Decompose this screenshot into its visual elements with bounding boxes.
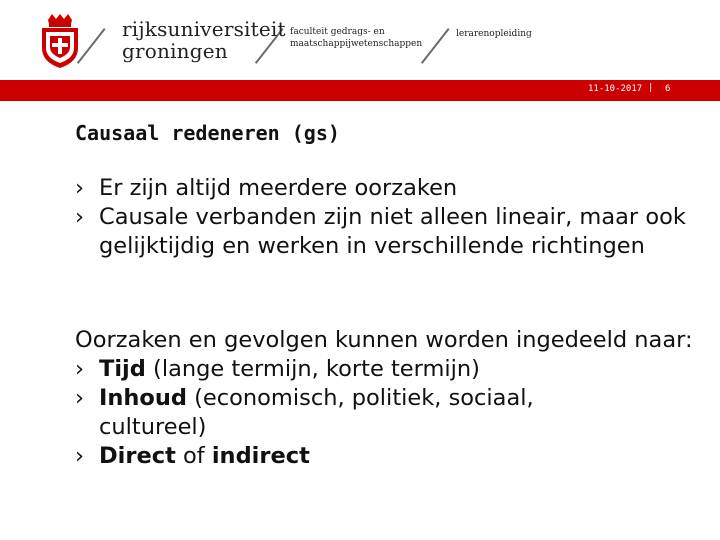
university-name — [122, 18, 286, 62]
bullet-marker: › — [75, 175, 84, 201]
faculty-name-line1: faculteit gedrags- en — [290, 27, 385, 37]
category-item — [75, 384, 599, 442]
faculty-name — [290, 26, 422, 50]
slide-title: Causaal redeneren (gs) — [75, 121, 340, 145]
faculty-name-line2: maatschappijwetenschappen — [290, 39, 423, 49]
date-page-separator: | — [648, 83, 654, 93]
category-description: (lange termijn, korte termijn) — [145, 356, 480, 382]
university-name-line1: rijksuniversiteit — [122, 17, 286, 41]
slide-page-number: 6 — [665, 84, 671, 94]
category-term-2: indirect — [211, 443, 310, 469]
department-name: lerarenopleiding — [456, 29, 532, 39]
category-term: Inhoud — [99, 385, 187, 411]
header-divider-3 — [421, 28, 450, 64]
bullet-marker: › — [75, 385, 84, 411]
slide-date: 11-10-2017 — [588, 84, 643, 94]
category-connector: of — [175, 443, 212, 469]
bullet-item — [75, 174, 695, 203]
category-term: Direct — [99, 443, 176, 469]
header-divider-1 — [77, 28, 106, 64]
university-crest-icon — [40, 14, 80, 68]
bullet-item — [75, 203, 695, 261]
category-term: Tijd — [99, 356, 146, 382]
category-description: (economisch, politiek, sociaal, cultureel) — [99, 385, 534, 440]
classification-block — [75, 326, 700, 471]
bullet-list-1 — [75, 174, 695, 261]
bullet-marker: › — [75, 356, 84, 382]
category-item — [75, 442, 700, 471]
bullet-text: Causale verbanden zijn niet alleen lineair, maar ook gelijktijdig en werken in verschillende richtingen — [99, 204, 686, 259]
slide-header — [0, 0, 720, 80]
bullet-marker: › — [75, 204, 84, 230]
classification-intro: Oorzaken en gevolgen kunnen worden ingedeeld naar: — [75, 327, 693, 353]
category-item — [75, 355, 700, 384]
university-name-line2: groningen — [122, 39, 228, 63]
bullet-marker: › — [75, 443, 84, 469]
bullet-text: Er zijn altijd meerdere oorzaken — [99, 175, 458, 201]
